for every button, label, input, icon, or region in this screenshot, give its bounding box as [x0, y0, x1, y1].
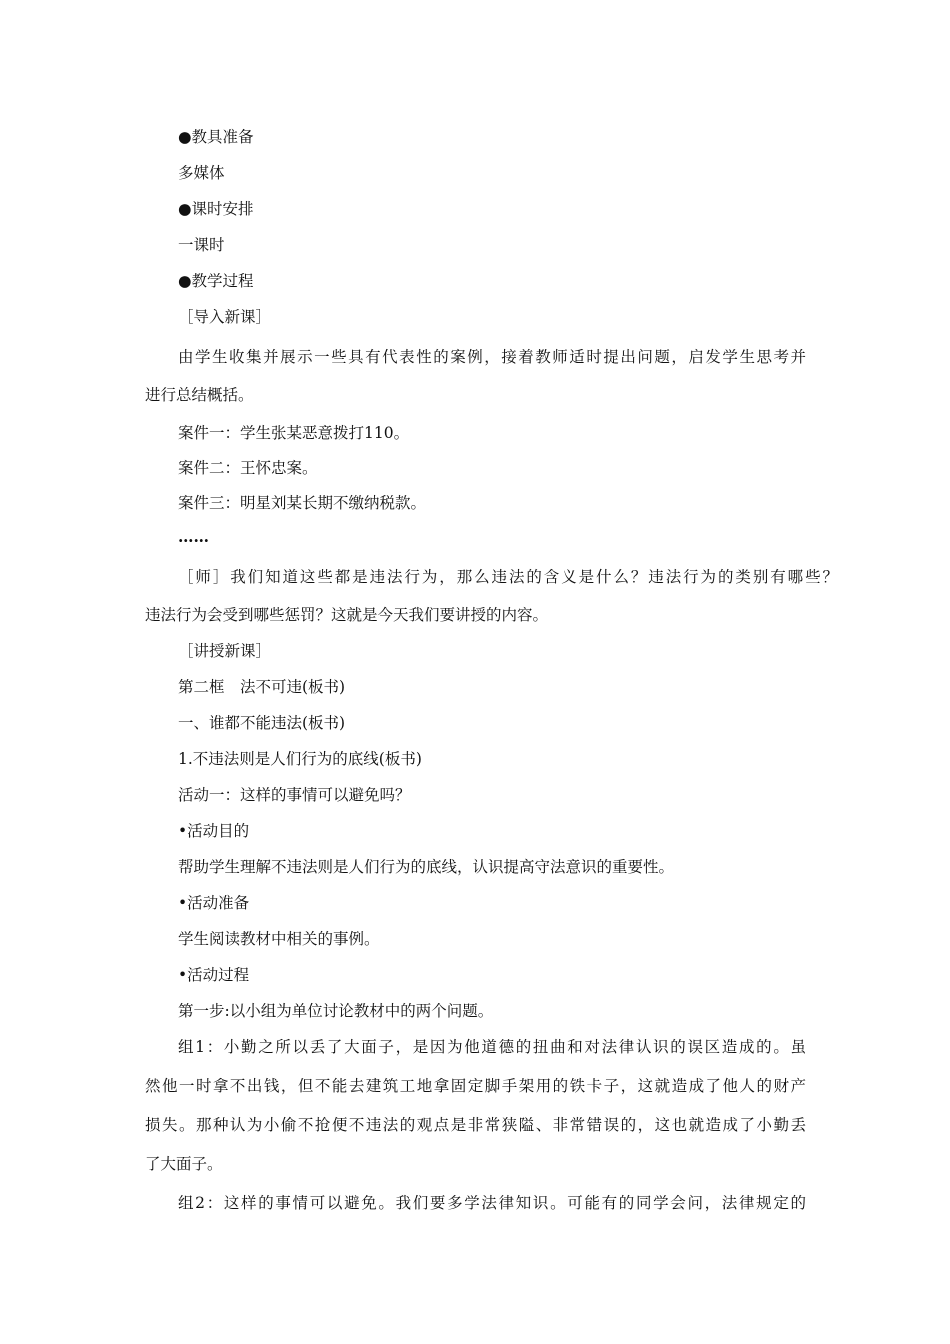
activity-title: 活动一：这样的事情可以避免吗？	[178, 786, 411, 804]
subheading: 一、谁都不能违法(板书)	[178, 714, 346, 732]
bullet-heading: •活动目的	[178, 822, 250, 840]
heading-teaching-process: ●教学过程	[178, 272, 254, 290]
ellipsis: ……	[178, 527, 209, 546]
paragraph-line: 组2：这样的事情可以避免。我们要多学法律知识。可能有的同学会问，法律规定的	[178, 1194, 806, 1212]
paragraph: 第一步:以小组为单位讨论教材中的两个问题。	[178, 1002, 494, 1020]
bullet-heading: •活动准备	[178, 894, 250, 912]
lesson-title: 第二框 法不可违(板书)	[178, 678, 346, 696]
paragraph: 学生阅读教材中相关的事例。	[178, 930, 380, 948]
paragraph-line: 由学生收集并展示一些具有代表性的案例，接着教师适时提出问题，启发学生思考并	[178, 348, 806, 366]
paragraph-line: ［师］我们知道这些都是违法行为，那么违法的含义是什么？违法行为的类别有哪些？	[178, 568, 838, 586]
heading-teaching-aids: ●教具准备	[178, 128, 254, 146]
paragraph-line: 进行总结概括。	[145, 386, 254, 404]
paragraph: 多媒体	[178, 164, 225, 182]
section-label-new-lesson: ［讲授新课］	[178, 642, 272, 660]
paragraph-line: 损失。那种认为小偷不抢便不违法的观点是非常狭隘、非常错误的，这也就造成了小勤丢	[145, 1116, 806, 1134]
subheading: 1.不违法则是人们行为的底线(板书)	[178, 750, 422, 768]
bullet-heading: •活动过程	[178, 966, 250, 984]
heading-class-hours: ●课时安排	[178, 200, 254, 218]
section-label-intro: ［导入新课］	[178, 308, 272, 326]
paragraph: 帮助学生理解不违法则是人们行为的底线，认识提高守法意识的重要性。	[178, 858, 675, 876]
case-item: 案件一：学生张某恶意拨打110。	[178, 424, 410, 442]
case-item: 案件二：王怀忠案。	[178, 459, 318, 477]
paragraph-line: 违法行为会受到哪些惩罚？这就是今天我们要讲授的内容。	[145, 606, 549, 624]
paragraph-line: 组1：小勤之所以丢了大面子，是因为他道德的扭曲和对法律认识的误区造成的。虽	[178, 1038, 806, 1056]
paragraph-line: 然他一时拿不出钱，但不能去建筑工地拿固定脚手架用的铁卡子，这就造成了他人的财产	[145, 1077, 806, 1095]
paragraph-line: 了大面子。	[145, 1155, 223, 1173]
case-item: 案件三：明星刘某长期不缴纳税款。	[178, 494, 427, 512]
paragraph: 一课时	[178, 236, 225, 254]
